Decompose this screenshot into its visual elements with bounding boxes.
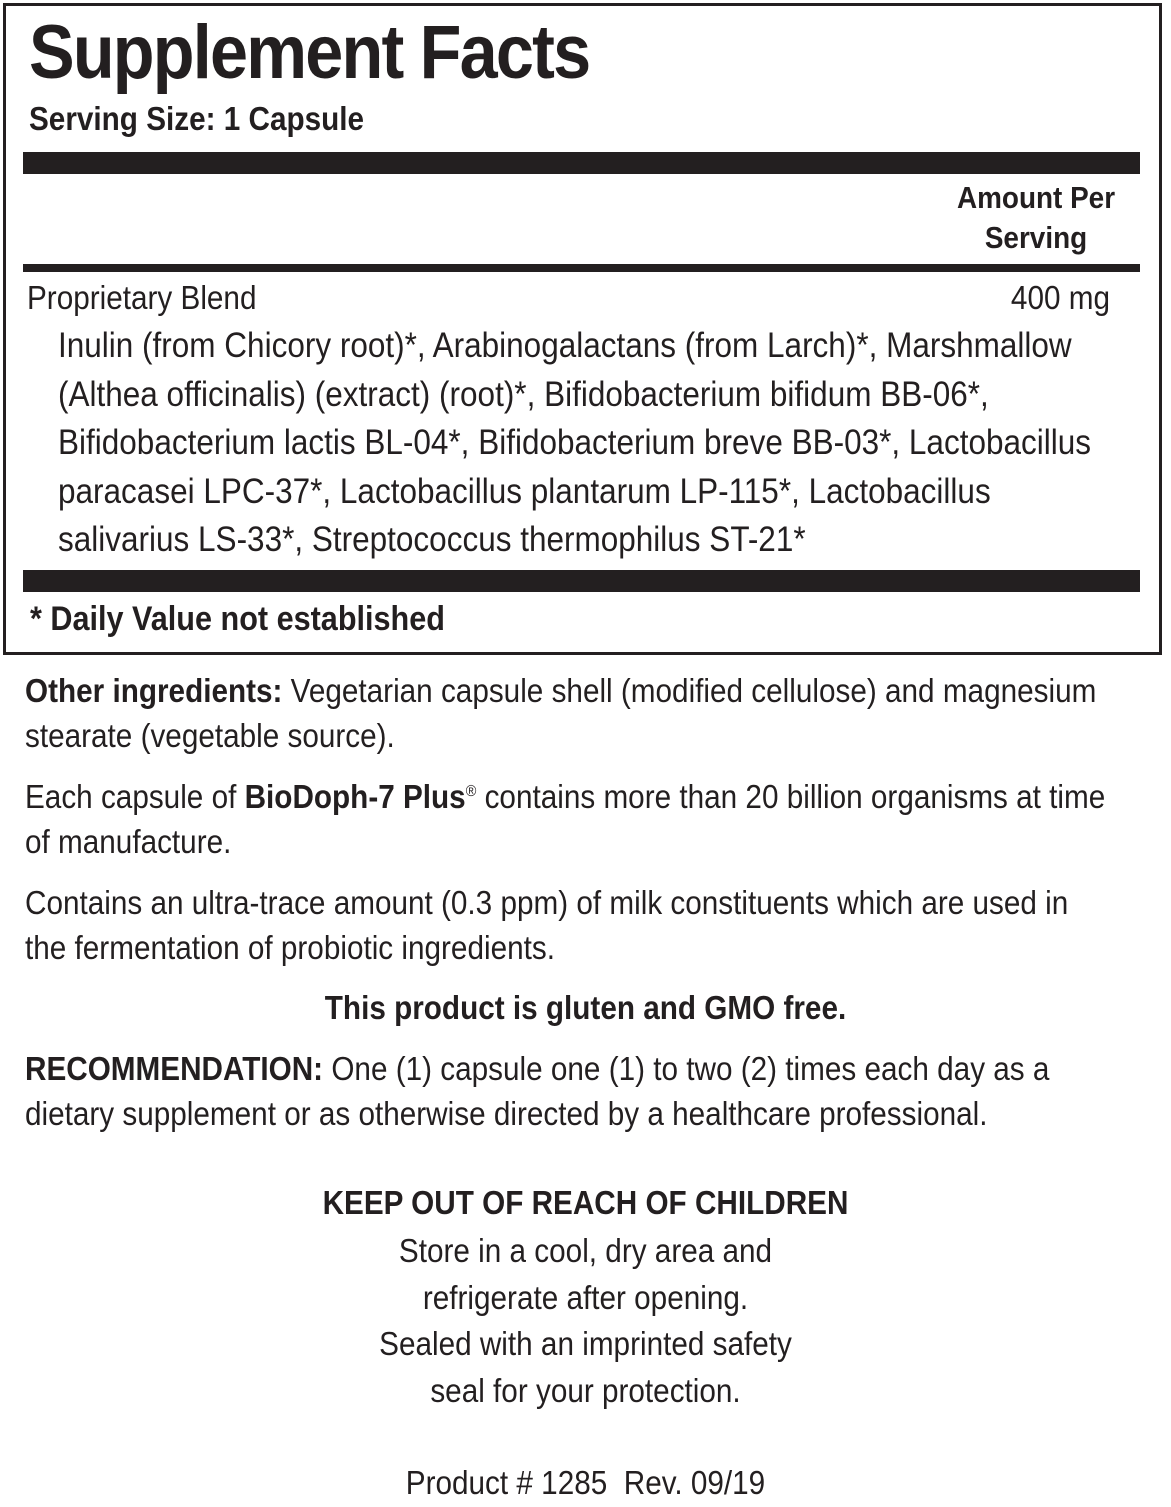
milk-note-line2: the fermentation of probiotic ingredients. xyxy=(25,929,555,966)
serving-size: Serving Size: 1 Capsule xyxy=(29,100,365,137)
ingredient-line: (Althea officinalis) (extract) (root)*, Bifidobacterium bifidum BB-06*, xyxy=(58,374,989,414)
organism-suffix: contains more than 20 billion organisms at time xyxy=(476,778,1106,815)
amount-per-serving-header xyxy=(946,178,1126,258)
other-ingredients-label: Other ingredients: xyxy=(25,672,283,709)
other-ingredients-text: Vegetarian capsule shell (modified cellulose) and magnesium xyxy=(282,672,1097,709)
organism-line2: of manufacture. xyxy=(25,823,232,860)
amount-header-line1: Amount Per xyxy=(956,180,1116,215)
ingredient-line: salivarius LS-33*, Streptococcus thermophilus ST-21* xyxy=(58,520,806,559)
milk-note-line1: Contains an ultra-trace amount (0.3 ppm) of milk constituents which are used in xyxy=(25,884,1069,921)
storage-instructions xyxy=(59,1228,1113,1414)
recommendation-text-cont: dietary supplement or as otherwise directed by a healthcare professional. xyxy=(25,1095,988,1132)
blend-amount: 400 mg xyxy=(1010,279,1110,316)
recommendation-label: RECOMMENDATION: xyxy=(25,1050,324,1087)
storage-line: Sealed with an imprinted safety xyxy=(379,1325,792,1362)
gluten-gmo-note: This product is gluten and GMO free. xyxy=(324,989,847,1026)
product-number-footer: Product # 1285 Rev. 09/19 xyxy=(405,1464,766,1501)
blend-ingredient-list xyxy=(58,322,1111,565)
panel-title: Supplement Facts xyxy=(29,10,590,95)
other-ingredients xyxy=(25,668,1123,758)
storage-line: seal for your protection. xyxy=(430,1371,741,1409)
child-warning-heading: KEEP OUT OF REACH OF CHILDREN xyxy=(322,1184,849,1221)
ingredient-line: Inulin (from Chicory root)*, Arabinogalactans (from Larch)*, Marshmallow xyxy=(58,326,1072,365)
ingredient-line: Bifidobacterium lactis BL-04*, Bifidobacterium breve BB-03*, Lactobacillus xyxy=(58,423,1092,462)
blend-name: Proprietary Blend xyxy=(27,279,257,316)
daily-value-note: * Daily Value not established xyxy=(30,600,445,638)
storage-line: refrigerate after opening. xyxy=(422,1278,749,1316)
amount-header-line2: Serving xyxy=(984,220,1088,255)
bottom-divider-bar xyxy=(23,570,1140,592)
product-name: BioDoph-7 Plus xyxy=(244,778,466,815)
organism-prefix: Each capsule of xyxy=(25,778,245,815)
other-ingredients-text-cont: stearate (vegetable source). xyxy=(25,717,395,754)
recommendation-text: One (1) capsule one (1) to two (2) times each day as a xyxy=(323,1050,1050,1087)
registered-mark: ® xyxy=(465,783,477,800)
milk-note xyxy=(25,880,1123,970)
ingredient-line: paracasei LPC-37*, Lactobacillus plantarum LP-115*, Lactobacillus xyxy=(58,471,991,511)
recommendation xyxy=(25,1046,1123,1136)
top-divider-bar xyxy=(23,152,1140,174)
storage-line: Store in a cool, dry area and xyxy=(398,1232,773,1269)
header-divider-bar xyxy=(23,264,1140,272)
organism-count-note xyxy=(25,774,1123,864)
